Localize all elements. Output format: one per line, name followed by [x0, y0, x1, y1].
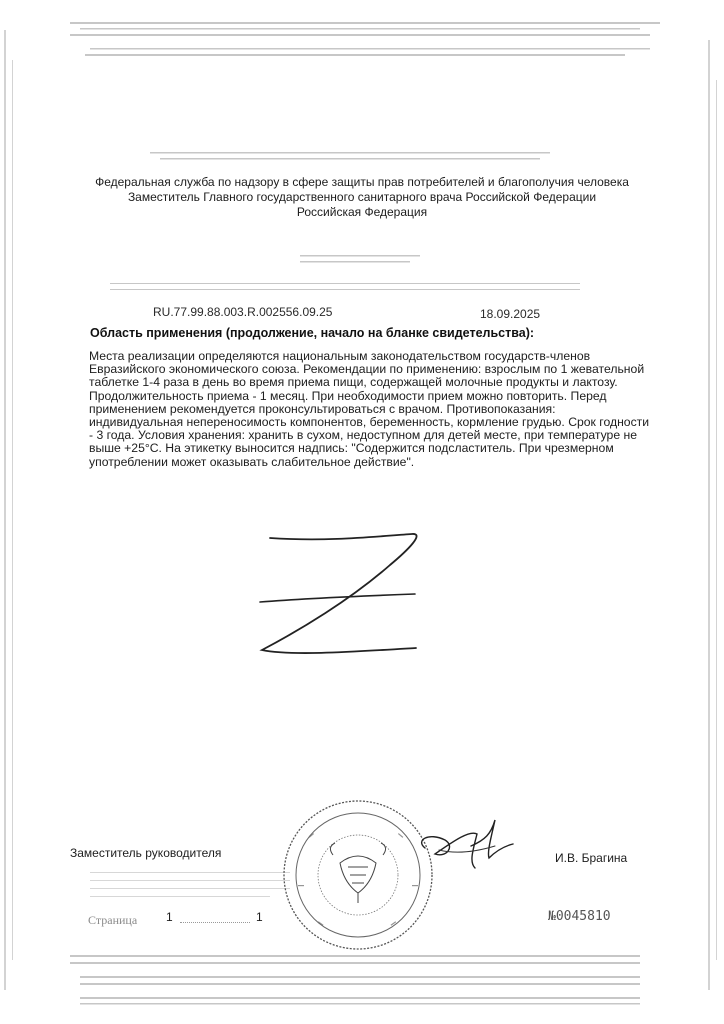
body-line: - 3 года. Условия хранения: хранить в сухом, недоступном для детей месте, при температуре не	[89, 428, 638, 443]
header-agency: Федеральная служба по надзору в сфере защиты прав потребителей и благополучия человека	[95, 175, 629, 189]
handwritten-signature	[415, 810, 525, 880]
section-title: Область применения (продолжение, начало на бланке свидетельства):	[90, 326, 535, 340]
body-line: индивидуальная непереносимость компонентов, беременность, кормление грудью. Срок годности	[89, 415, 650, 430]
body-line: Места реализации определяются национальным законодательством государств-членов	[89, 349, 591, 363]
blank-serial-number: №0045810	[548, 909, 611, 924]
body-line: Продолжительность приема - 1 месяц. При необходимости прием можно повторить. Перед	[89, 388, 607, 403]
page-label: Страница	[88, 913, 138, 927]
body-line: таблетке 1-4 раза в день во время приема пищи, содержащей молочные продукты и лактозу.	[89, 375, 618, 390]
page-total: 1	[256, 910, 263, 924]
official-stamp-seal	[278, 795, 438, 955]
header-country: Российская Федерация	[296, 205, 428, 219]
body-line: выше +25°С. На этикетку выносится надпись: "Содержится подсластитель. При чрезмерном	[89, 441, 614, 456]
body-line: Евразийского экономического союза. Рекомендации по применению: взрослым по 1 жевательной	[89, 362, 645, 377]
page-divider-dots	[180, 922, 250, 923]
document-date: 18.09.2025	[480, 307, 541, 321]
registration-number: RU.77.99.88.003.R.002556.09.25	[153, 305, 333, 319]
page-current: 1	[166, 910, 173, 924]
section-body	[89, 350, 669, 469]
body-line: употреблении может оказывать слабительное действие".	[89, 454, 415, 469]
z-strike-mark	[240, 520, 440, 670]
body-line: применением рекомендуется проконсультироваться с врачом. Противопоказания:	[89, 401, 556, 416]
signatory-name: И.В. Брагина	[555, 851, 628, 865]
header-position: Заместитель Главного государственного санитарного врача Российской Федерации	[127, 190, 597, 204]
signatory-position: Заместитель руководителя	[70, 846, 222, 860]
